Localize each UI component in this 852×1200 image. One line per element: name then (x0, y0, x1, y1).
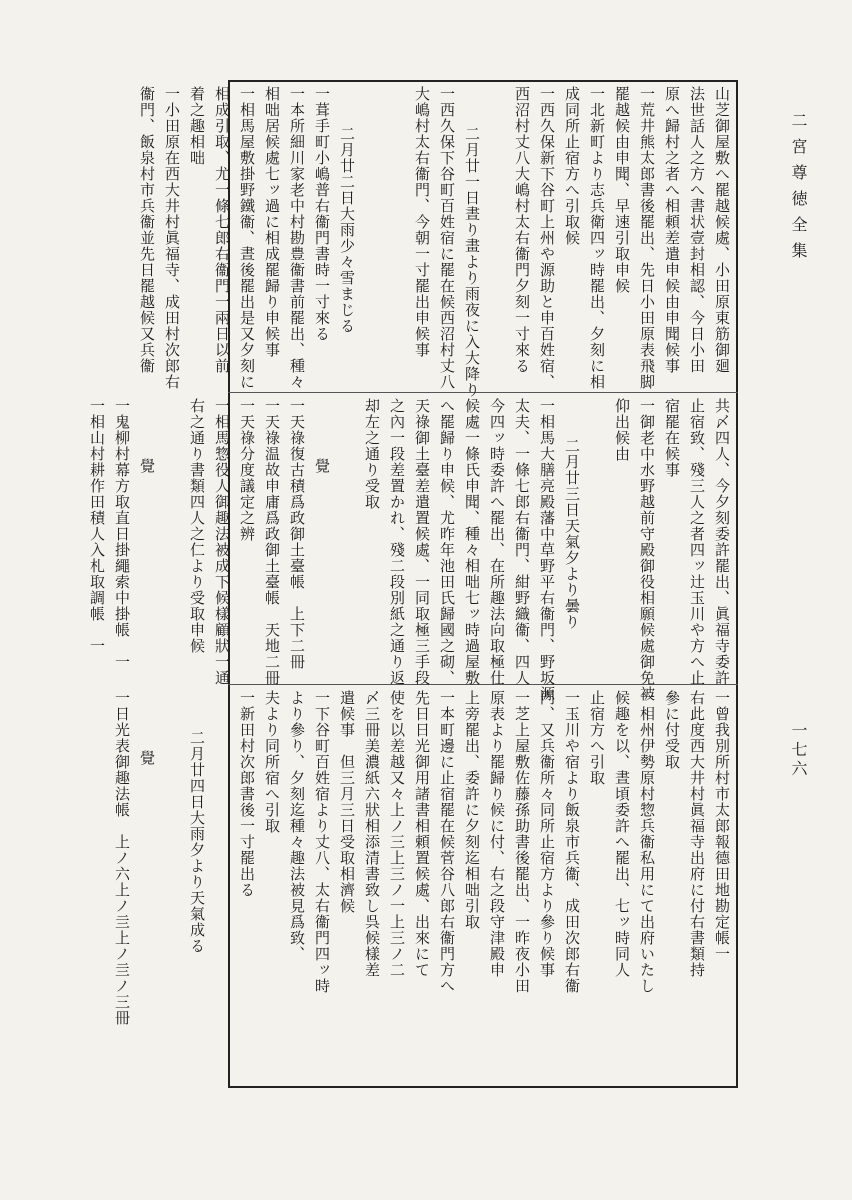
text-block-bottom (113, 690, 734, 1082)
text-line: 止宿致、殘三人之者四ッ辻玉川や方へ止 (688, 398, 706, 686)
text-line: より參り、夕刻迄種々趣法被見爲致、 (288, 690, 306, 962)
entry-line: 一日光表御趣法帳 上ノ六上ノ亖上ノ亖ノ三冊 (113, 690, 131, 1026)
text-line: 覺 (138, 458, 156, 474)
entry-line: 一天祿分度議定之辨 (238, 398, 256, 542)
text-line: 宿罷在候事 (663, 398, 681, 478)
text-line (485, 86, 509, 388)
text-line: 二月廿二日大雨少々雪まじる (338, 126, 356, 334)
entry-line: 一玉川や宿より飯泉市兵衞、成田次郎右衞 (563, 690, 581, 994)
text-line: 却左之通り受取 (363, 398, 381, 510)
text-line: 山芝御屋敷へ罷越候處、小田原東筋御廻 (713, 86, 731, 374)
text-line: 之內一段差置かれ、殘二段別紙之通り返 (388, 398, 406, 686)
entry-line: 一相馬屋敷掛野鐵衞、晝後罷出是又夕刻に (238, 86, 256, 390)
text-line: 二月廿三日天氣夕より曇り (563, 438, 581, 630)
entry-line: 一鬼柳村幕方取直日掛繩索中掛帳 一 (113, 398, 131, 670)
running-head: 二宮尊徳全集 (789, 112, 808, 268)
text-line (210, 690, 234, 1082)
entry-line: 一本町邊に止宿罷在候菅谷八郎右衞門方へ (438, 690, 456, 994)
text-line: 法世話人之方へ書状壹封相認、今日小田 (688, 86, 706, 374)
text-line: 共〆四人、今夕刻委許罷出、眞福寺委許 (713, 398, 731, 686)
text-line: 原へ歸村之者へ相頼差遣申候由申聞候事 (663, 86, 681, 374)
block-divider-lower (228, 684, 738, 685)
text-line: 參に付受取 (663, 690, 681, 770)
text-line: 成同所止宿方へ引取候 (563, 86, 581, 246)
entry-line: 一相山村耕作田積人入札取調帳 一 (88, 398, 106, 654)
text-line: 上旁罷出、委許に夕刻迄相咄引取 (463, 690, 481, 930)
text-line: 候趣を以、晝頃委許へ罷出、七ッ時同人 (613, 690, 631, 978)
text-line (160, 398, 184, 680)
text-line (385, 86, 409, 388)
text-line: 遣候事 但三月三日受取相濟候 (338, 690, 356, 914)
entry-line: 一相州伊勢原村惣兵衞私用にて出府いたし (638, 690, 656, 994)
entry-line: 一御老中水野越前守殿御役相願候處御免被 (638, 398, 656, 702)
text-block-top (138, 86, 734, 398)
text-line: 先日日光御用諸書相頼置候處、出來にて (413, 690, 431, 978)
text-line: へ罷歸り申候、尤昨年池田氏歸國之砌、 (438, 398, 456, 686)
entry-line: 一西久保下谷町百姓宿に罷在候西沼村丈八 (438, 86, 456, 390)
entry-line: 一天祿復古積爲政御土臺帳 上下二冊 (288, 398, 306, 670)
entry-line: 一西久保新下谷町上州や源助と申百姓宿、 (538, 86, 556, 390)
entry-line: 一小田原在西大井村眞福寺、成田村次郎右 (163, 86, 181, 390)
text-line (360, 86, 384, 388)
text-line (585, 398, 609, 680)
text-line (335, 398, 359, 680)
entry-line: 一新田村次郎書後一寸罷出る (238, 690, 256, 898)
text-line: 今四ッ時委許へ罷出、在所趣法向取極仕 (488, 398, 506, 686)
entry-line: 一本所細川家老中村勘豊衞書前罷出、種々 (288, 86, 306, 390)
text-line: 衞門、飯泉村市兵衞並先日罷越候又兵衞 (138, 86, 156, 374)
text-line: 〆三冊美濃紙六狀相添清書致し呉候樣差 (363, 690, 381, 978)
text-line: 門、又兵衞所々同所止宿方より參り候事 (538, 690, 556, 978)
page-number: 一七六 (789, 722, 808, 779)
text-line: 二月廿四日大雨夕より天氣成る (188, 730, 206, 954)
text-line: 止宿方へ引取 (588, 690, 606, 786)
text-line: 着之趣相咄 (188, 86, 206, 166)
text-line: 右之通り書類四人之仁より受取申候 (188, 398, 206, 654)
entry-line: 一荒井熊太郎書後罷出、先日小田原表飛脚 (638, 86, 656, 390)
text-line (160, 690, 184, 1082)
text-line: 二月廿一日晝り畫より雨夜に入大降り (463, 126, 481, 398)
entry-line: 一天祿温故申庸爲政御土臺帳 天地二冊 (263, 398, 281, 686)
text-line: 夫より同所宿へ引取 (263, 690, 281, 834)
text-line: 相成引取、尤一條七郎右衞門一兩日以前 (213, 86, 231, 374)
entry-line: 一曾我別所村市太郎報德田地勘定帳一 (713, 690, 731, 962)
entry-line: 一相馬大膳亮殿藩中草野平右衞門、野坂源 (538, 398, 556, 702)
entry-line: 一下谷町百姓宿より丈八、太右衞門四ッ時 (313, 690, 331, 994)
text-line: 候處一條氏申聞、種々相咄七ッ時過屋敷 (463, 398, 481, 686)
text-line: 右此度西大井村眞福寺出府に付右書類持 (688, 690, 706, 978)
text-line: 原表より罷歸り候に付、右之段守津殿申 (488, 690, 506, 978)
text-line: 天祿御土臺差遣置候處、一同取極三手段 (413, 398, 431, 686)
text-line: 太夫、一條七郎右衞門、紺野織衞、四人 (513, 398, 531, 686)
text-line: 覺 (138, 750, 156, 766)
entry-line: 一芝上屋敷佐藤孫助書後罷出、一昨夜小田 (513, 690, 531, 994)
text-line: 覺 (313, 458, 331, 474)
entry-line: 一北新町より志兵衛四ッ時罷出、夕刻に相 (588, 86, 606, 390)
entry-line: 一葺手町小嶋普右衞門書時一寸來る (313, 86, 331, 342)
text-line: 西沼村丈八大嶋村太右衞門夕刻一寸來る (513, 86, 531, 374)
text-line: 罷越候由申聞、早速引取申候 (613, 86, 631, 294)
text-line: 相咄居候處七ッ過に相成罷歸り申候事 (263, 86, 281, 358)
text-line: 大嶋村太右衞門、今朝一寸罷出申候事 (413, 86, 431, 358)
text-line: 使を以差越又々上ノ三上三ノ一上三ノ二 (388, 690, 406, 978)
text-line: 仰出候由 (613, 398, 631, 462)
text-block-middle (88, 398, 734, 702)
entry-line: 一相馬惣役人御趣法被成下候樣顧狀一通 (213, 398, 231, 686)
